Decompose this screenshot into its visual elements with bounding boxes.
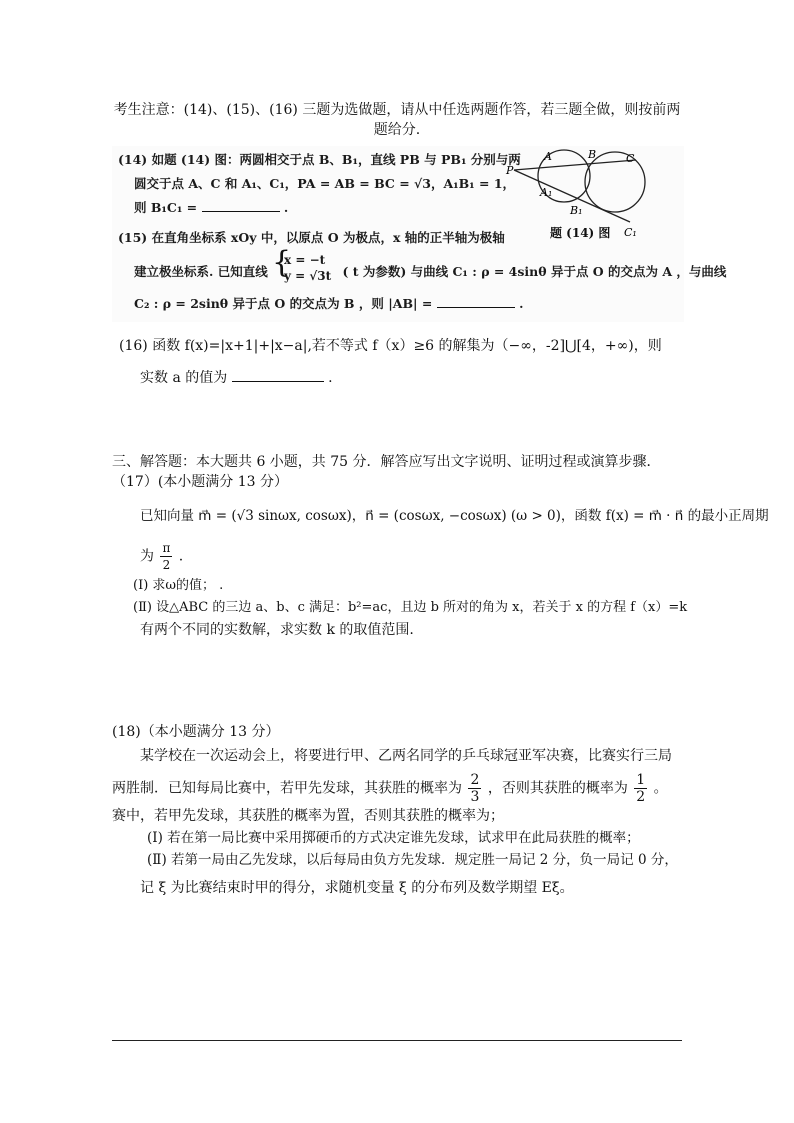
- q16-answer-suffix: .: [328, 370, 333, 386]
- q18-prob-2-num: 1: [636, 772, 646, 788]
- footer-rule: [112, 1040, 682, 1041]
- q15-line-2-suffix: ( t 为参数) 与曲线 C₁ : ρ = 4sinθ 异于点 O 的交点为 A ，与曲线: [342, 264, 727, 279]
- figure-circle-right: [585, 152, 645, 212]
- q18-line-2-suffix: 。: [653, 780, 668, 797]
- notice-line-2: 题给分.: [373, 122, 421, 138]
- q16-line-1: (16) 函数 f(x)=|x+1|+|x−a|,若不等式 f（x）≥6 的解集为（−∞，-2]⋃[4，+∞)，则: [119, 338, 662, 354]
- q15-line-2: [134, 262, 726, 282]
- figure-label-c1: C₁: [624, 226, 637, 239]
- figure-label-a1: A₁: [540, 186, 553, 199]
- q14-line-2: 圆交于点 A、C 和 A₁、C₁，PA = AB = BC = √3，A₁B₁ = 1，: [134, 176, 516, 191]
- q18-line-1: 某学校在一次运动会上，将要进行甲、乙两名同学的乒乓球冠亚军决赛，比赛实行三局: [140, 748, 672, 764]
- q17-period-num: π: [162, 541, 171, 555]
- q18-prob-1-num: 2: [470, 772, 480, 788]
- q15-answer-blank[interactable]: [437, 307, 515, 308]
- q15-answer-suffix: .: [519, 296, 524, 311]
- section-3-heading: 三、解答题：本大题共 6 小题，共 75 分．解答应写出文字说明、证明过程或演算步骤．: [112, 454, 661, 470]
- q17-period-prefix: 为: [140, 548, 154, 565]
- q14-answer-prefix: 则 B₁C₁ =: [134, 200, 198, 215]
- q18-line-2-prefix: 两胜制．已知每局比赛中，若甲先发球，其获胜的概率为: [112, 780, 462, 797]
- figure-label-p: P: [506, 164, 514, 177]
- figure-label-b: B: [588, 148, 597, 161]
- q16-line-2: [140, 368, 333, 388]
- q16-answer-blank[interactable]: [232, 381, 324, 382]
- q18-line-2-middle: ，否则其获胜的概率为: [487, 780, 628, 797]
- q16-answer-prefix: 实数 a 的值为: [140, 370, 228, 386]
- q14-figure-caption: 题 (14) 图: [550, 226, 611, 240]
- figure-line-pb: [514, 160, 636, 170]
- q17-period-suffix: .: [178, 548, 184, 565]
- q17-part-1: (Ⅰ) 求ω的值； .: [133, 578, 224, 593]
- q15-line-2-prefix: 建立极坐标系. 已知直线: [134, 264, 268, 279]
- q14-answer-blank[interactable]: [202, 211, 280, 212]
- figure-label-a: A: [544, 150, 552, 163]
- q18-part-2-line-1: (Ⅱ) 若第一局由乙先发球，以后每局由负方先发球．规定胜一局记 2 分，负一局记 0 分，: [147, 852, 678, 868]
- q17-period-den: 2: [162, 558, 171, 572]
- q17-part-2-line-1: (Ⅱ) 设△ABC 的三边 a、b、c 满足：b²=ac，且边 b 所对的角为 x，若关于 x 的方程 f（x）=k: [133, 600, 688, 615]
- q17-part-2-line-2: 有两个不同的实数解，求实数 k 的取值范围.: [140, 622, 414, 638]
- q14-answer-suffix: .: [283, 200, 289, 215]
- q18-prob-1: [468, 772, 481, 805]
- q17-period-fraction: [160, 540, 172, 573]
- q14-line-3: [134, 198, 288, 218]
- q15-line-3: [134, 294, 523, 314]
- figure-label-c: C: [626, 152, 635, 165]
- q18-line-2: [112, 772, 668, 805]
- q15-answer-prefix: C₂ : ρ = 2sinθ 异于点 O 的交点为 B ，则 |AB| =: [134, 296, 433, 311]
- q17-period: [140, 540, 183, 573]
- q14-line-1: (14) 如题 (14) 图：两圆相交于点 B、B₁，直线 PB 与 PB₁ 分别与两: [118, 152, 521, 167]
- figure-label-b1: B₁: [570, 204, 583, 217]
- q18-prob-2: [634, 772, 647, 805]
- notice-line-1: 考生注意：(14)、(15)、(16) 三题为选做题，请从中任选两题作答，若三题全做，则按前两: [113, 102, 681, 118]
- q18-prob-1-den: 3: [470, 789, 480, 805]
- q15-line-1: (15) 在直角坐标系 xOy 中，以原点 O 为极点，x 轴的正半轴为极轴: [118, 230, 505, 245]
- system-top: x = −t: [284, 253, 326, 267]
- q17-title: （17）(本小题满分 13 分）: [112, 474, 288, 490]
- system-bottom: y = √3t: [284, 269, 332, 283]
- q18-prob-2-den: 2: [636, 789, 646, 805]
- q18-title: (18)（本小题满分 13 分）: [112, 724, 280, 740]
- q18-line-3: 赛中，若甲先发球，其获胜的概率为置，否则其获胜的概率为；: [112, 808, 504, 824]
- system-brace: {: [272, 245, 292, 280]
- q18-part-2-line-2: 记 ξ 为比赛结束时甲的得分，求随机变量 ξ 的分布列及数学期望 Eξ。: [140, 880, 574, 896]
- q18-part-1: (Ⅰ) 若在第一局比赛中采用掷硬币的方式决定谁先发球，试求甲在此局获胜的概率；: [147, 830, 640, 846]
- q17-stem: 已知向量 m⃗ = (√3 sinωx, cosωx)，n⃗ = (cosωx, −cosωx) (ω > 0)，函数 f(x) = m⃗ · n⃗ 的最小正周期: [140, 508, 769, 524]
